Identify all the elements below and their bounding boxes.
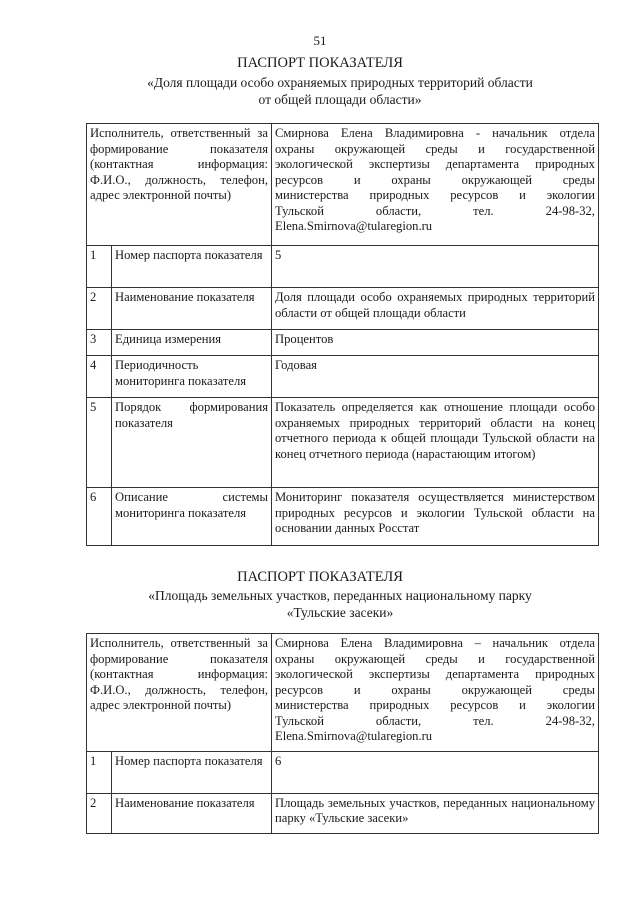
page-number: 51 [313, 33, 327, 48]
row-label: Наименование показателя [112, 288, 272, 330]
row-label: Порядок формирования показателя [112, 398, 272, 488]
row-number: 3 [87, 330, 112, 356]
passport-1-title: ПАСПОРТ ПОКАЗАТЕЛЯ [237, 55, 403, 71]
table-row [87, 288, 599, 330]
executor-line: охраны окружающей среды и государственной [275, 651, 595, 666]
table-row [87, 488, 599, 546]
passport-2-title: ПАСПОРТ ПОКАЗАТЕЛЯ [237, 569, 403, 585]
executor-line: Смирнова Елена Владимировна – начальник отдела [275, 636, 595, 650]
executor-row [87, 124, 599, 246]
row-number: 4 [87, 356, 112, 398]
row-label: Периодичность мониторинга показателя [112, 356, 272, 398]
executor-email: Elena.Smirnova@tularegion.ru [275, 729, 433, 743]
executor-value [272, 124, 599, 246]
executor-line: Тульской области, тел. 24-98-32, [275, 713, 595, 728]
table-row [87, 398, 599, 488]
row-label: Номер паспорта показателя [112, 246, 272, 288]
table-row [87, 751, 599, 793]
row-value: 5 [272, 246, 599, 288]
executor-label: Исполнитель, ответственный за формирование показателя (контактная информация: Ф.И.О., должность, телефон, адрес электронной почты) [87, 634, 272, 752]
row-label: Описание системы мониторинга показателя [112, 488, 272, 546]
executor-email: Elena.Smirnova@tularegion.ru [275, 219, 433, 233]
passport-1-table [86, 123, 599, 546]
passport-2-table [86, 633, 599, 834]
row-value: Доля площади особо охраняемых природных территорий области от общей площади области [272, 288, 599, 330]
executor-line: министерства природных ресурсов и экологии [275, 698, 595, 712]
row-label: Наименование показателя [112, 793, 272, 833]
executor-line: Смирнова Елена Владимировна - начальник отдела [275, 126, 595, 140]
executor-line: министерства природных ресурсов и экологии [275, 188, 595, 202]
passport-1-subtitle-line-1: «Доля площади особо охраняемых природных территорий области [147, 75, 533, 90]
row-value: Площадь земельных участков, переданных национальному парку «Тульские засеки» [272, 793, 599, 833]
passport-1-subtitle-line-2: от общей площади области» [258, 92, 422, 107]
executor-line: экологической экспертизы департамента природных [275, 157, 595, 171]
table-row [87, 793, 599, 833]
executor-label: Исполнитель, ответственный за формирование показателя (контактная информация: Ф.И.О., должность, телефон, адрес электронной почты) [87, 124, 272, 246]
executor-line: экологической экспертизы департамента природных [275, 667, 595, 681]
row-number: 2 [87, 793, 112, 833]
row-number: 2 [87, 288, 112, 330]
row-number: 1 [87, 246, 112, 288]
row-value: Процентов [272, 330, 599, 356]
row-value: Годовая [272, 356, 599, 398]
row-value: Мониторинг показателя осуществляется министерством природных ресурсов и экологии Тульской области на основании данных Росстат [272, 488, 599, 546]
passport-2-subtitle-line-2: «Тульские засеки» [286, 605, 394, 620]
executor-value [272, 634, 599, 752]
row-number: 5 [87, 398, 112, 488]
table-row [87, 330, 599, 356]
table-row [87, 356, 599, 398]
row-number: 1 [87, 751, 112, 793]
executor-line: ресурсов и охраны окружающей среды [275, 172, 595, 187]
row-label: Номер паспорта показателя [112, 751, 272, 793]
row-value: 6 [272, 751, 599, 793]
passport-2-subtitle-line-1: «Площадь земельных участков, переданных национальному парку [148, 588, 532, 603]
row-label: Единица измерения [112, 330, 272, 356]
executor-row [87, 634, 599, 752]
executor-line: Тульской области, тел. 24-98-32, [275, 203, 595, 218]
executor-line: охраны окружающей среды и государственной [275, 141, 595, 156]
executor-line: ресурсов и охраны окружающей среды [275, 682, 595, 697]
row-value: Показатель определяется как отношение площади особо охраняемых природных территорий области на конец отчетного периода к общей площади Тульской области на конец отчетного периода (нарастающим итогом) [272, 398, 599, 488]
table-row [87, 246, 599, 288]
row-number: 6 [87, 488, 112, 546]
